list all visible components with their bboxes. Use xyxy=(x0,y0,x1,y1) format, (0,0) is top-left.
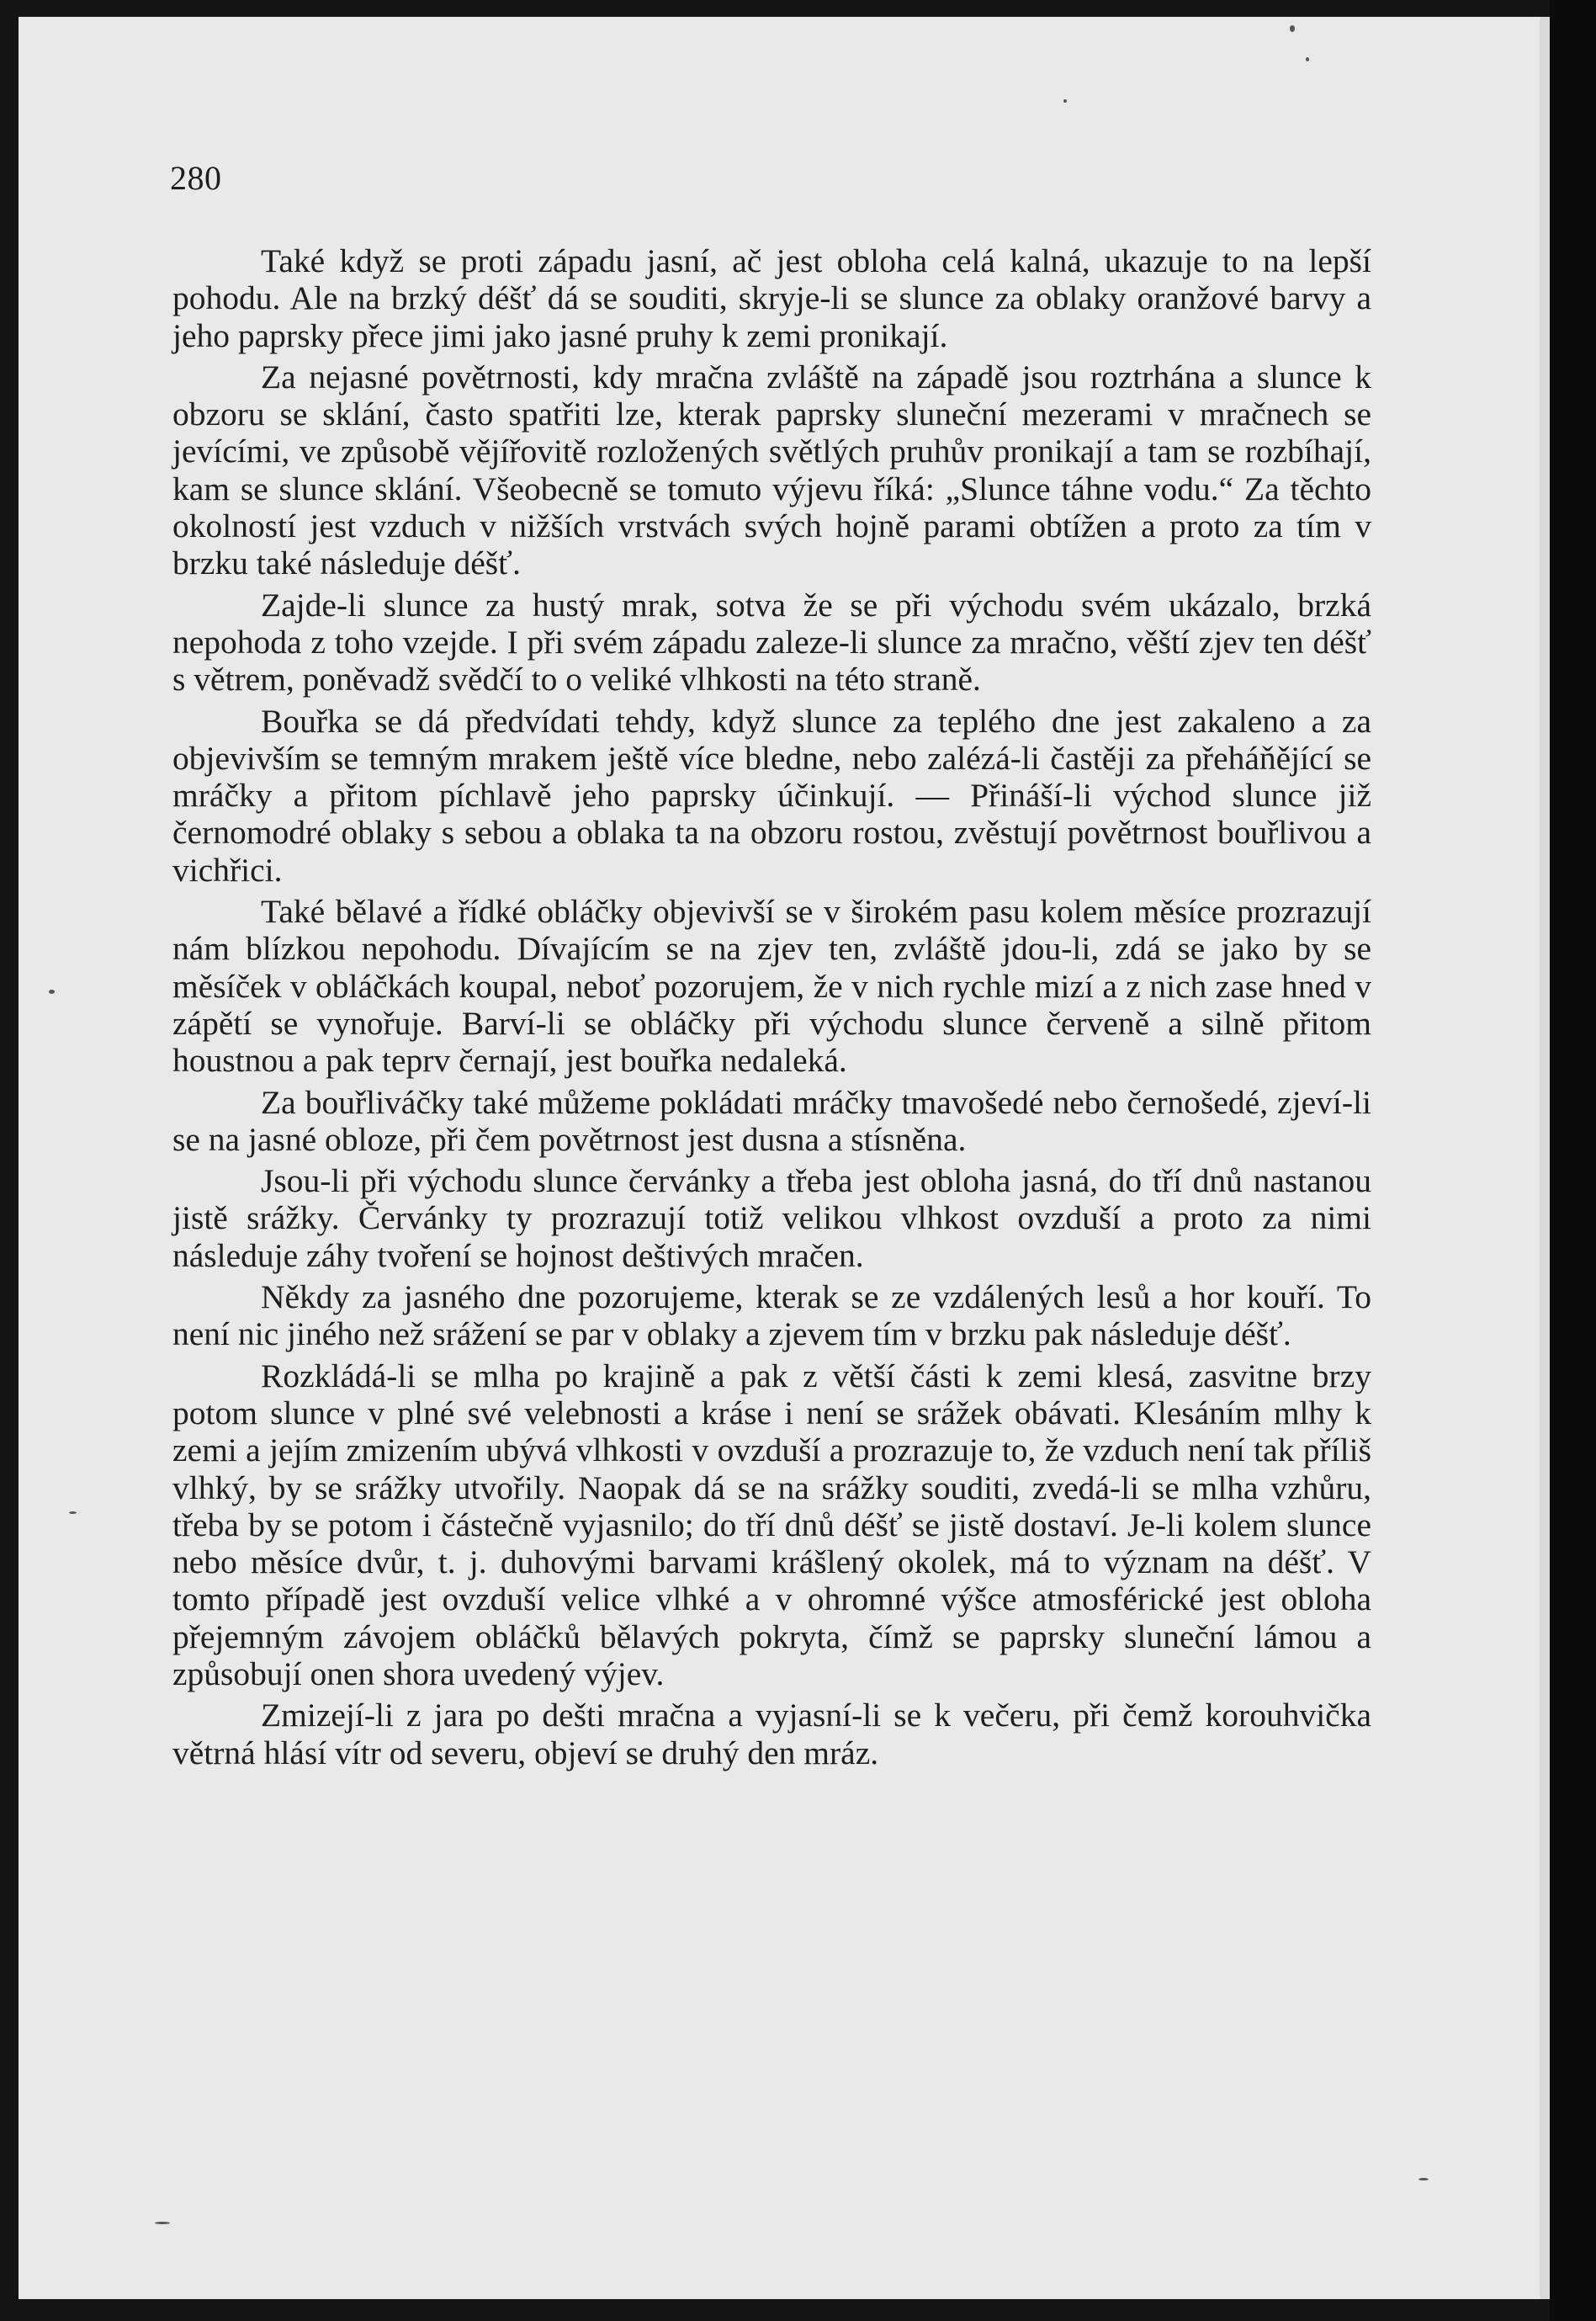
scan-speck xyxy=(1418,2178,1429,2180)
scan-border-right xyxy=(1550,0,1596,2321)
paragraph: Zmizejí-li z jara po dešti mračna a vyjasní-li se k večeru, při čemž korouhvička větrná hlásí vítr od severu, objeví se druhý den mráz. xyxy=(172,1697,1371,1771)
scan-speck xyxy=(1063,99,1067,103)
paragraph: Rozkládá-li se mlha po krajině a pak z větší části k zemi klesá, zasvitne brzy potom slunce v plné své velebnosti a kráse i není se srážek obávati. Klesáním mlhy k zemi a jejím zmizením ubývá vlhkosti v ovzduší a prozrazuje to, že vzduch není tak příliš vlhký, by se srážky utvořily. Naopak dá se na srážky souditi, zvedá-li se mlha vzhůru, třeba by se potom i částečně vyjasnilo; do tří dnů déšť se jistě dostaví. Je-li kolem slunce nebo měsíce dvůr, t. j. duhovými barvami krášlený okolek, má to význam na déšť. V tomto případě jest ovzduší velice vlhké a v ohromné výšce atmosférické jest obloha přejemným závojem obláčků bělavých pokryta, čímž se paprsky sluneční lámou a způsobují onen shora uvedený výjev. xyxy=(172,1357,1371,1692)
scan-speck xyxy=(1306,57,1309,61)
scan-speck xyxy=(69,1511,77,1514)
paragraph: Bouřka se dá předvídati tehdy, když slunce za teplého dne jest zakaleno a za objevivším se temným mrakem ještě více bledne, nebo zalézá-li častěji za přeháňějící se mráčky a přitom píchlavě jeho paprsky účinkují. — Přináší-li východ slunce již černomodré oblaky s sebou a oblaka ta na obzoru rostou, zvěstují povětrnost bouřlivou a vichřici. xyxy=(172,702,1371,889)
body-text xyxy=(172,242,1371,1776)
paragraph: Také když se proti západu jasní, ač jest obloha celá kalná, ukazuje to na lepší pohodu. Ale na brzký déšť dá se souditi, skryje-li se slunce za oblaky oranžové barvy a jeho paprsky přece jimi jako jasné pruhy k zemi pronikají. xyxy=(172,242,1371,354)
page-number: 280 xyxy=(170,159,222,197)
paragraph: Jsou-li při východu slunce červánky a třeba jest obloha jasná, do tří dnů nastanou jistě srážky. Červánky ty prozrazují totiž velikou vlhkost ovzduší a proto za nimi následuje záhy tvoření se hojnost deštivých mračen. xyxy=(172,1162,1371,1274)
scan-speck xyxy=(155,2222,170,2224)
paragraph: Také bělavé a řídké obláčky objevivší se v širokém pasu kolem měsíce prozrazují nám blízkou nepohodu. Dívajícím se na zjev ten, zvláště jdou-li, zdá se jako by se měsíček v obláčkách koupal, neboť pozorujem, že v nich rychle mizí a z nich zase hned v zápětí se vynořuje. Barví-li se obláčky při východu slunce červeně a silně přitom houstnou a pak teprv černají, jest bouřka nedaleká. xyxy=(172,893,1371,1080)
scan-speck xyxy=(49,990,55,994)
paragraph: Zajde-li slunce za hustý mrak, sotva že se při východu svém ukázalo, brzká nepohoda z toho vzejde. I při svém západu zaleze-li slunce za mračno, věští zjev ten déšť s větrem, poněvadž svědčí to o veliké vlhkosti na této straně. xyxy=(172,586,1371,698)
scan-speck xyxy=(1290,25,1295,32)
page-gutter xyxy=(1540,17,1550,2299)
paragraph: Za bouřliváčky také můžeme pokládati mráčky tmavošedé nebo černošedé, zjeví-li se na jasné obloze, při čem povětrnost jest dusna a stísněna. xyxy=(172,1083,1371,1158)
paragraph: Někdy za jasného dne pozorujeme, kterak se ze vzdálených lesů a hor kouří. To není nic jiného než srážení se par v oblaky a zjevem tím v brzku pak následuje déšť. xyxy=(172,1278,1371,1353)
paragraph: Za nejasné povětrnosti, kdy mračna zvláště na západě jsou roztrhána a slunce k obzoru se sklání, často spatřiti lze, kterak paprsky sluneční mezerami v mračnech se jevícími, ve způsobě vějířovitě rozložených světlých pruhův pronikají a tam se rozbíhají, kam se slunce sklání. Všeobecně se tomuto výjevu říká: „Slunce táhne vodu.“ Za těchto okolností jest vzduch v nižších vrstvách svých hojně parami obtížen a proto za tím v brzku také následuje déšť. xyxy=(172,358,1371,582)
